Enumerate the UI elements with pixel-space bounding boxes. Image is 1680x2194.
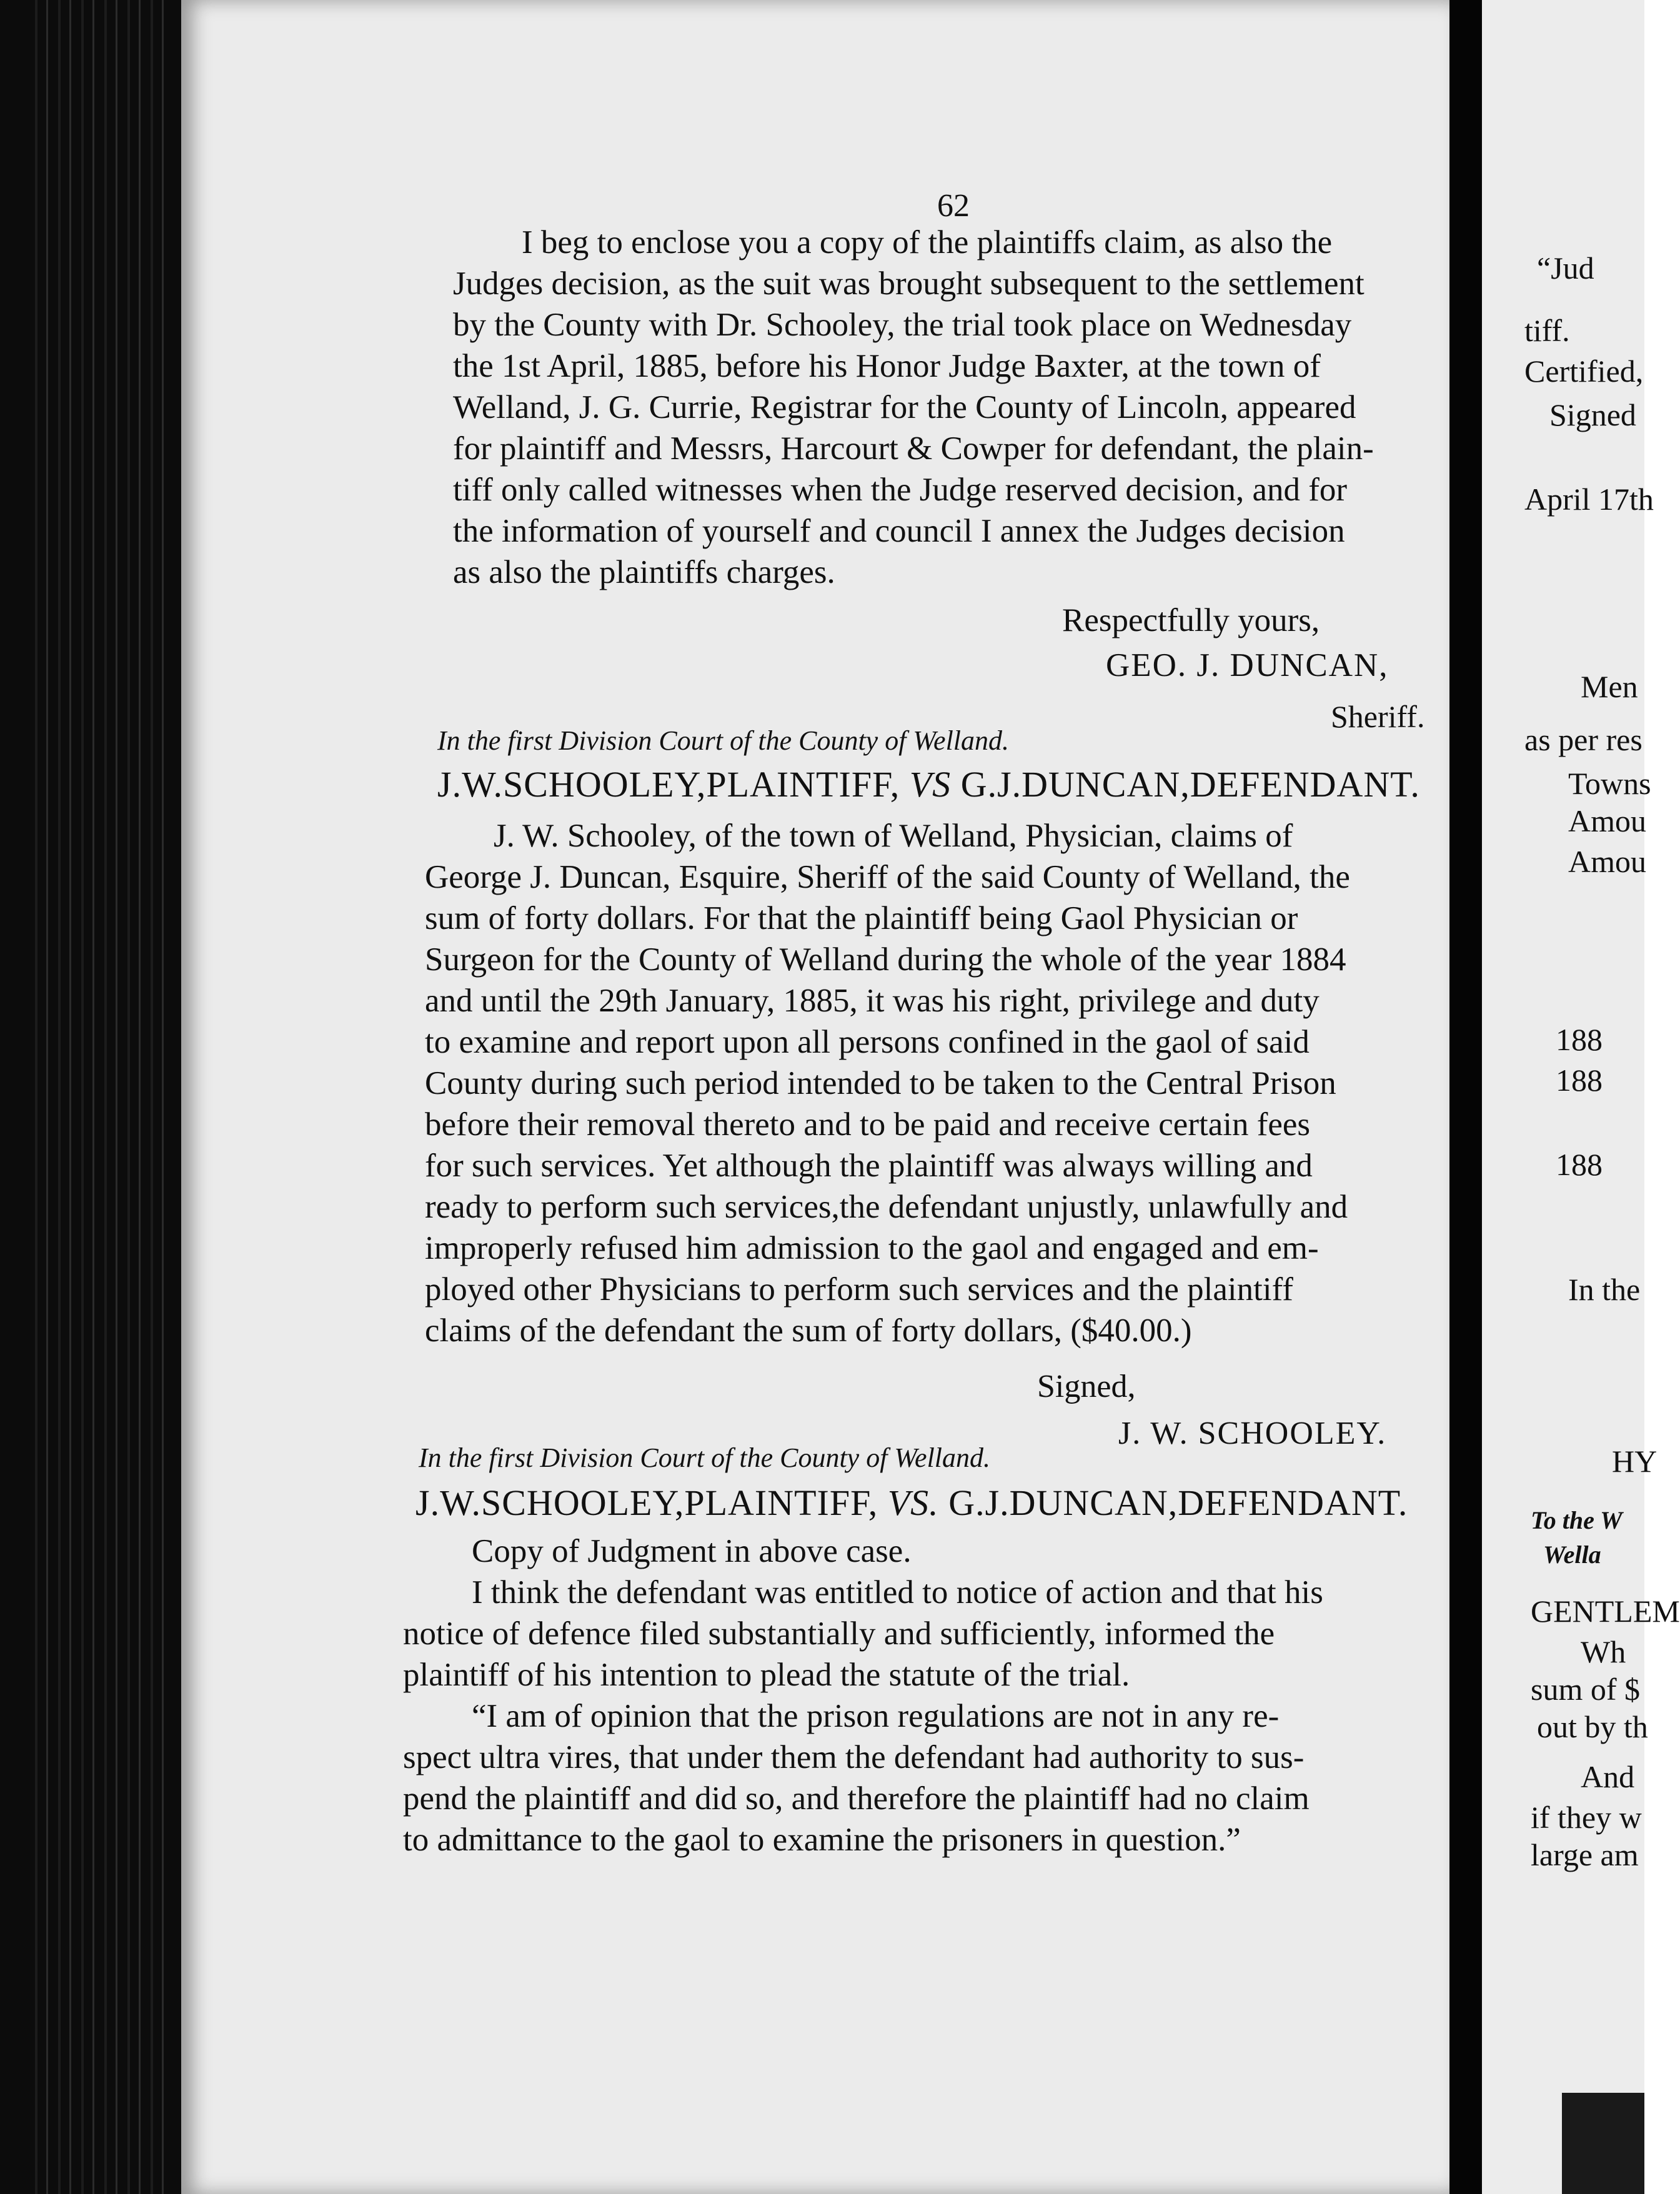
text-line: tiff only called witnesses when the Judge reserved decision, and for [453, 472, 1348, 508]
text-line: pend the plaintiff and did so, and therefore the plaintiff had no claim [403, 1780, 1310, 1817]
caption-defendant: G.J.DUNCAN,DEFENDANT. [948, 1482, 1408, 1523]
facing-page-fragment: In the [1568, 1272, 1641, 1307]
facing-page-fragment: April 17th [1524, 482, 1654, 517]
text-line: before their removal thereto and to be paid and receive certain fees [425, 1106, 1311, 1143]
text-line: for such services. Yet although the plaintiff was always willing and [425, 1148, 1313, 1184]
text-line: ready to perform such services,the defendant unjustly, unlawfully and [425, 1189, 1348, 1225]
text-line: by the County with Dr. Schooley, the trial took place on Wednesday [453, 307, 1352, 343]
claim-paragraph [425, 815, 1412, 1351]
text-line: County during such period intended to be taken to the Central Prison [425, 1065, 1336, 1101]
caption-plaintiff: J.W.SCHOOLEY,PLAINTIFF, [415, 1482, 878, 1523]
text-line: the 1st April, 1885, before his Honor Judge Baxter, at the town of [453, 348, 1321, 384]
sheriff-title: Sheriff. [1331, 699, 1425, 734]
facing-page-fragment: Amou [1568, 803, 1646, 838]
text-line: the information of yourself and council I annex the Judges decision [453, 513, 1345, 549]
judgment-paragraph [403, 1531, 1403, 1860]
scan-corner [1562, 2093, 1644, 2194]
caption-vs: VS. [887, 1482, 939, 1523]
court-heading-2: In the first Division Court of the County of Welland. [419, 1442, 991, 1473]
text-line: Copy of Judgment in above case. [472, 1533, 912, 1569]
text-line: claims of the defendant the sum of forty dollars, ($40.00.) [425, 1313, 1192, 1349]
page-gutter [1449, 0, 1482, 2194]
facing-page-fragment: if they w [1531, 1800, 1642, 1835]
intro-paragraph [453, 222, 1428, 593]
facing-page-fragment: GENTLEM [1531, 1594, 1680, 1629]
text-line: plaintiff of his intention to plead the statute of the trial. [403, 1657, 1130, 1693]
facing-page-fragment: Men [1581, 669, 1638, 704]
facing-page-fragment: large am [1531, 1837, 1639, 1872]
caption-vs: VS [909, 764, 952, 805]
facing-page-fragment: HY [1612, 1444, 1658, 1479]
text-line: improperly refused him admission to the gaol and engaged and em- [425, 1230, 1319, 1266]
facing-page-fragment: Signed [1549, 397, 1636, 432]
facing-page-fragment: And [1581, 1759, 1635, 1794]
text-line: George J. Duncan, Esquire, Sheriff of the said County of Welland, the [425, 859, 1350, 895]
facing-page-fragment: out by th [1537, 1709, 1648, 1744]
case-caption-1 [437, 763, 1420, 805]
page-number: 62 [937, 188, 970, 224]
text-line: notice of defence filed substantially and sufficiently, informed the [403, 1616, 1275, 1652]
text-line: ployed other Physicians to perform such services and the plaintiff [425, 1271, 1293, 1308]
text-line: as also the plaintiffs charges. [453, 554, 835, 590]
facing-page-fragment: tiff. [1524, 313, 1570, 348]
signed-label: Signed, [1037, 1369, 1136, 1404]
signer-name: J. W. SCHOOLEY. [1118, 1416, 1387, 1451]
sheriff-name: GEO. J. DUNCAN, [1106, 647, 1389, 683]
text-line: to admittance to the gaol to examine the prisoners in question.” [403, 1822, 1241, 1858]
facing-page-fragment: 188 [1556, 1063, 1603, 1098]
text-line: sum of forty dollars. For that the plaintiff being Gaol Physician or [425, 900, 1298, 936]
facing-page-fragment: To the W [1531, 1506, 1623, 1534]
facing-page-fragment: Wella [1543, 1541, 1601, 1569]
facing-page-fragment: 188 [1556, 1022, 1603, 1057]
text-line: J. W. Schooley, of the town of Welland, Physician, claims of [494, 818, 1293, 854]
text-line: and until the 29th January, 1885, it was his right, privilege and duty [425, 983, 1320, 1019]
facing-page-fragment: Certified, [1524, 354, 1644, 389]
text-line: Welland, J. G. Currie, Registrar for the County of Lincoln, appeared [453, 389, 1356, 425]
text-line: “I am of opinion that the prison regulations are not in any re- [472, 1698, 1280, 1734]
facing-page-fragment: Towns [1568, 766, 1651, 801]
caption-defendant: G.J.DUNCAN,DEFENDANT. [960, 764, 1420, 805]
facing-page-fragment: 188 [1556, 1147, 1603, 1182]
facing-page-fragment: as per res [1524, 722, 1643, 757]
text-line: I beg to enclose you a copy of the plaintiffs claim, as also the [522, 224, 1333, 261]
facing-page-fragment: Amou [1568, 844, 1646, 879]
case-caption-2 [415, 1482, 1408, 1524]
facing-page-fragment: sum of $ [1531, 1672, 1640, 1707]
book-binding [25, 0, 169, 2194]
closing: Respectfully yours, [1062, 602, 1320, 638]
text-line: to examine and report upon all persons confined in the gaol of said [425, 1024, 1310, 1060]
text-line: spect ultra vires, that under them the defendant had authority to sus- [403, 1739, 1305, 1775]
text-line: for plaintiff and Messrs, Harcourt & Cowper for defendant, the plain- [453, 430, 1374, 467]
caption-plaintiff: J.W.SCHOOLEY,PLAINTIFF, [437, 764, 900, 805]
facing-page-fragment: Wh [1581, 1634, 1626, 1669]
text-line: Surgeon for the County of Welland during the whole of the year 1884 [425, 941, 1346, 978]
court-heading-1: In the first Division Court of the County of Welland. [437, 725, 1010, 756]
text-line: I think the defendant was entitled to notice of action and that his [472, 1574, 1323, 1611]
text-line: Judges decision, as the suit was brought subsequent to the settlement [453, 266, 1364, 302]
facing-page-fragment: “Jud [1537, 251, 1594, 285]
